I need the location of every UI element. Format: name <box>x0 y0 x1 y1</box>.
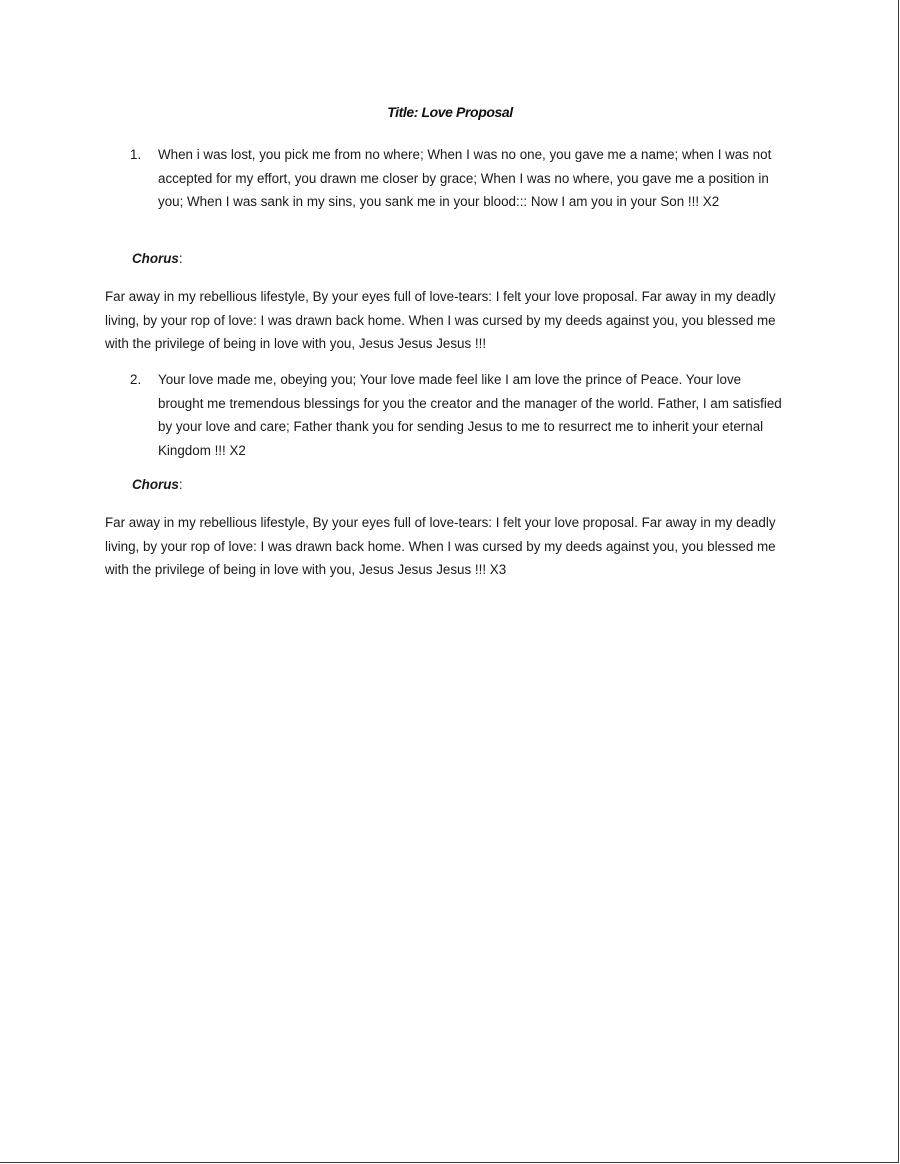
chorus-label-suffix: : <box>178 477 183 492</box>
verse-2 <box>130 368 790 462</box>
chorus-label-text: Chorus <box>132 251 179 266</box>
document-title: Title: Love Proposal <box>387 104 513 120</box>
verse-number: 2. <box>130 372 142 387</box>
chorus-text: Far away in my rebellious lifestyle, By your eyes full of love-tears: I felt your love proposal. Far away in my deadly living, by your rop of love: I was drawn back home. When I was cursed by my deeds against you, you blessed me with the privilege of being in love with you, Jesus Jesus Jesus !!! X3 <box>105 515 776 577</box>
verse-text: When i was lost, you pick me from no where; When I was no one, you gave me a name; when I was not accepted for my effort, you drawn me closer by grace; When I was no where, you gave me a position in you; When I was sank in my sins, you sank me in your blood::: Now I am you in your Son !!! X2 <box>158 147 772 209</box>
chorus-label <box>132 247 183 271</box>
verse-number: 1. <box>130 147 142 162</box>
chorus-label <box>132 473 183 497</box>
verse-1 <box>130 143 790 214</box>
chorus-text: Far away in my rebellious lifestyle, By your eyes full of love-tears: I felt your love proposal. Far away in my deadly living, by your rop of love: I was drawn back home. When I was cursed by my deeds against you, you blessed me with the privilege of being in love with you, Jesus Jesus Jesus !!! <box>105 289 776 351</box>
chorus-label-suffix: : <box>178 251 183 266</box>
chorus-label-text: Chorus <box>132 477 179 492</box>
verse-text: Your love made me, obeying you; Your love made feel like I am love the prince of Peace. Your love brought me tremendous blessings for you the creator and the manager of the world. Father, I am satisfied by your love and care; Father thank you for sending Jesus to me to resurrect me to inherit your eternal Kingdom !!! X2 <box>158 372 782 458</box>
